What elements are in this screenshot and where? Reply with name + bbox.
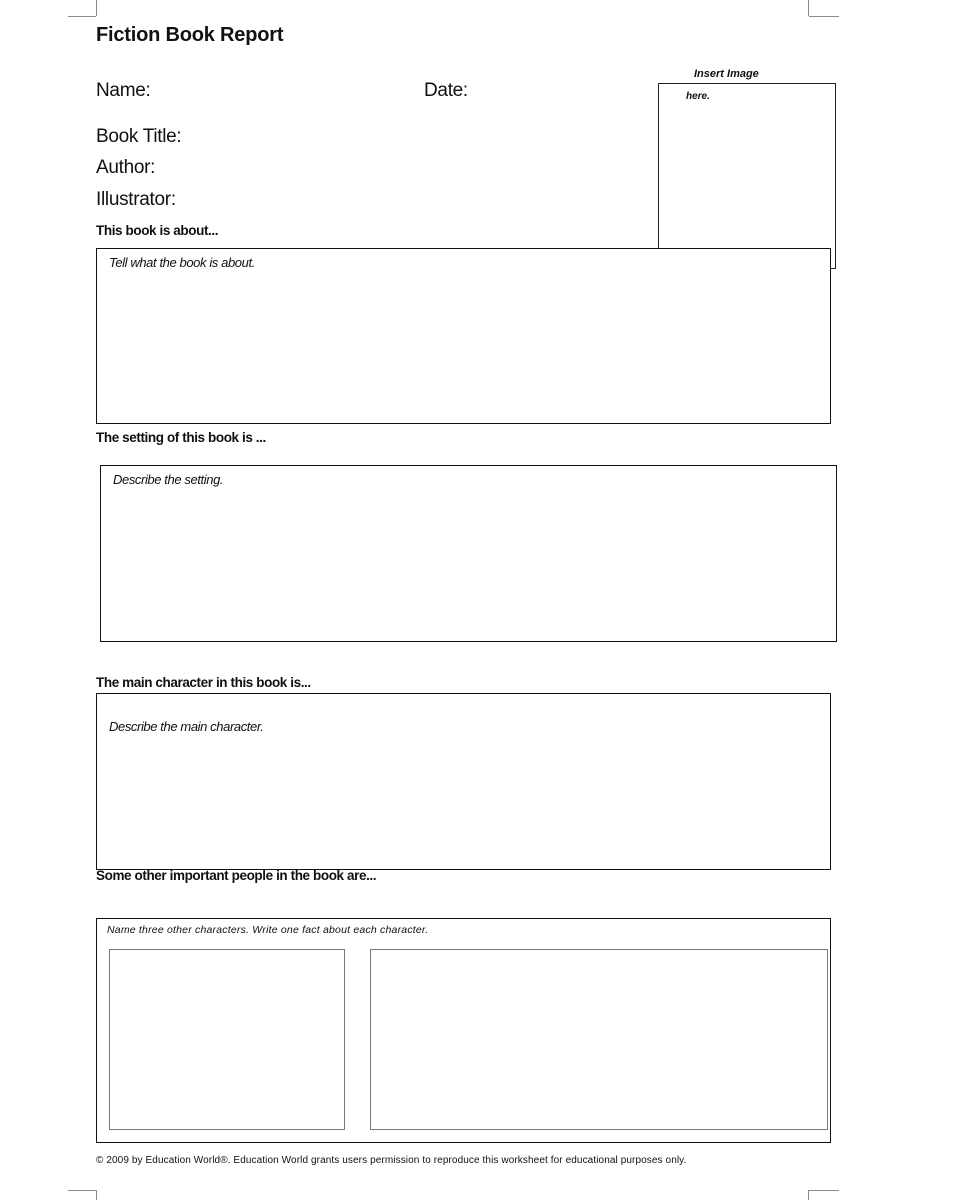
image-placeholder-box[interactable] (658, 83, 836, 269)
main-character-heading: The main character in this book is... (96, 675, 311, 690)
setting-box[interactable] (100, 465, 837, 642)
illustrator-label: Illustrator: (96, 189, 176, 210)
crop-mark-bottom-left-h (68, 1190, 96, 1191)
crop-mark-top-left-h (68, 16, 96, 17)
crop-mark-bottom-right (808, 1190, 809, 1200)
main-character-hint: Describe the main character. (109, 719, 264, 734)
crop-mark-top-right (808, 0, 809, 16)
image-placeholder-label: Insert Image (694, 68, 759, 80)
about-box[interactable] (96, 248, 831, 424)
character-fact-box[interactable] (370, 949, 828, 1130)
setting-heading: The setting of this book is ... (96, 430, 266, 445)
about-heading: This book is about... (96, 223, 219, 238)
crop-mark-top-left (96, 0, 97, 16)
crop-mark-top-right-h (809, 16, 839, 17)
date-label: Date: (424, 80, 468, 101)
crop-mark-bottom-left (96, 1190, 97, 1200)
character-name-box[interactable] (109, 949, 345, 1130)
name-label: Name: (96, 80, 151, 101)
copyright-footer: © 2009 by Education World®. Education World grants users permission to reproduce this worksheet for educational purposes only. (96, 1155, 687, 1166)
other-characters-box (96, 918, 831, 1143)
book-title-label: Book Title: (96, 126, 182, 147)
crop-mark-bottom-right-h (809, 1190, 839, 1191)
main-character-box[interactable] (96, 693, 831, 870)
about-hint: Tell what the book is about. (109, 255, 255, 270)
author-label: Author: (96, 157, 156, 178)
image-placeholder-label-2: here. (686, 91, 710, 102)
other-characters-hint: Name three other characters. Write one fact about each character. (107, 924, 429, 936)
page-title: Fiction Book Report (96, 24, 284, 46)
setting-hint: Describe the setting. (113, 472, 224, 487)
other-characters-heading: Some other important people in the book are... (96, 868, 377, 883)
